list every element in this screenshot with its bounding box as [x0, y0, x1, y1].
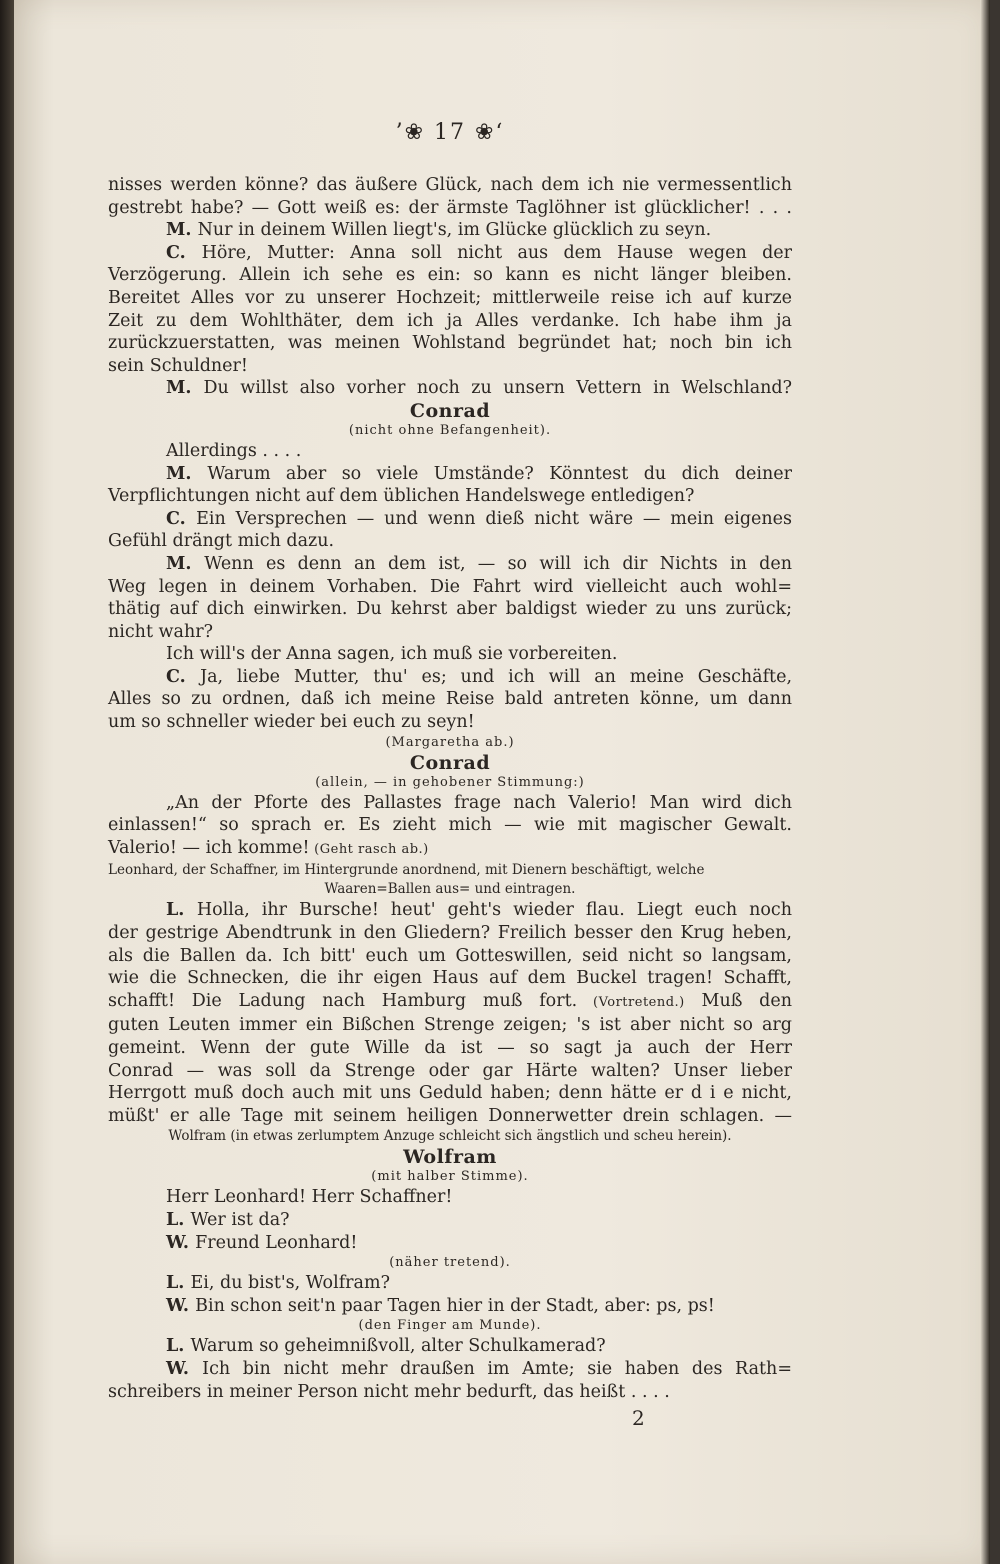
signature-mark: 2 — [632, 1406, 645, 1430]
text-line — [108, 814, 792, 837]
line-text: „An der Pforte des Pallastes frage nach Valerio! Man wird dich — [166, 792, 792, 813]
text-line — [108, 1186, 792, 1209]
line-text: einlassen!“ so sprach er. Es zieht mich — wie mit magischer Gewalt. — [108, 815, 792, 836]
text-line — [108, 967, 792, 990]
line-text: sein Schuldner! — [108, 355, 248, 376]
text-line — [108, 1014, 792, 1037]
line-text: Ich bin nicht mehr draußen im Amte; sie haben des Rath= — [202, 1358, 792, 1379]
stage-direction: (mit halber Stimme). — [371, 1169, 529, 1185]
stage-direction-paragraph: Leonhard, der Schaffner, im Hintergrunde anordnend, mit Dienern beschäftigt, welche — [108, 862, 705, 879]
line-text: Höre, Mutter: Anna soll nicht aus dem Hause wegen der — [201, 242, 792, 263]
speaker-abbreviation: L. — [166, 900, 197, 921]
line-text: Zeit zu dem Wohlthäter, dem ich ja Alles verdanke. Ich habe ihm ja — [108, 310, 792, 331]
text-line — [108, 922, 792, 945]
stage-direction: (Margaretha ab.) — [385, 734, 515, 750]
text-line — [108, 837, 792, 862]
line-text: als die Ballen da. Ich bitt' euch um Gotteswillen, seid nicht so langsam, — [108, 945, 792, 966]
line-text: gemeint. Wenn der gute Wille da ist — so sagt ja auch der Herr — [108, 1038, 792, 1058]
text-line — [108, 899, 792, 922]
text-line — [108, 1060, 792, 1083]
line-text: Verpflichtungen nicht auf dem üblichen Handelswege entledigen? — [108, 486, 695, 507]
line-text: Wenn es denn an dem ist, — so will ich dir Nichts in den — [204, 553, 792, 574]
stage-direction: (näher tretend). — [389, 1255, 511, 1271]
page-number: ’❀ 17 ❀‘ — [395, 120, 505, 145]
line-text: Nur in deinem Willen liegt's, im Glücke glücklich zu seyn. — [197, 220, 712, 241]
text-line — [108, 945, 792, 968]
text-line — [108, 1358, 792, 1381]
speaker-heading-conrad: Conrad — [409, 751, 491, 774]
inline-stage-direction: (Geht rasch ab.) — [309, 841, 429, 857]
text-line — [108, 553, 792, 576]
line-text: Ein Versprechen — und wenn dieß nicht wäre — mein eigenes — [196, 508, 793, 529]
text-line — [108, 174, 792, 197]
line-text-tail: Muß den — [684, 990, 792, 1011]
line-text: schafft! Die Ladung nach Hamburg muß fort. — [108, 990, 578, 1011]
line-text: guten Leuten immer ein Bißchen Strenge zeigen; 's ist aber nicht so arg — [108, 1015, 792, 1036]
line-text: Conrad — was soll da Strenge oder gar Härte walten? Unser lieber — [108, 1060, 792, 1081]
speaker-abbreviation: W. — [166, 1232, 196, 1253]
stage-direction-paragraph: Waaren=Ballen aus= und eintragen. — [324, 881, 576, 898]
text-line — [108, 621, 792, 644]
line-text: thätig auf dich einwirken. Du kehrst aber baldigst wieder zu uns zurück; — [108, 599, 792, 620]
text-line — [108, 508, 792, 531]
speaker-abbreviation: C. — [166, 666, 201, 687]
text-line — [108, 1381, 792, 1404]
text-line — [108, 287, 792, 310]
line-text: Wer ist da? — [190, 1209, 290, 1230]
text-line — [108, 485, 792, 508]
text-block-7 — [108, 1335, 792, 1403]
speaker-abbreviation: M. — [166, 220, 198, 241]
speaker-abbreviation: M. — [166, 553, 205, 574]
speaker-abbreviation: M. — [166, 463, 208, 484]
text-block-5 — [108, 1186, 792, 1254]
inline-stage-direction: (Vortretend.) — [577, 994, 685, 1010]
text-line — [108, 598, 792, 621]
speaker-heading-wolfram: Wolfram — [403, 1146, 497, 1169]
speaker-abbreviation: L. — [166, 1336, 191, 1357]
book-spine — [0, 0, 14, 1564]
speaker-abbreviation: W. — [166, 1358, 203, 1379]
text-line — [108, 1037, 792, 1060]
text-line — [108, 197, 792, 220]
speaker-abbreviation: L. — [166, 1273, 191, 1294]
line-text: Warum so geheimnißvoll, alter Schulkamerad? — [190, 1336, 606, 1357]
text-block-3 — [108, 792, 792, 862]
speaker-heading-conrad: Conrad — [409, 399, 491, 422]
line-text: um so schneller wieder bei euch zu seyn! — [108, 712, 475, 733]
text-line — [108, 666, 792, 689]
line-text: Allerdings . . . . — [166, 440, 302, 461]
line-text: Weg legen in deinem Vorhaben. Die Fahrt wird vielleicht auch wohl= — [108, 576, 792, 597]
text-line — [108, 711, 792, 734]
text-line — [108, 440, 792, 463]
text-line — [108, 332, 792, 355]
line-text: schreibers in meiner Person nicht mehr bedurft, das heißt . . . . — [108, 1381, 670, 1402]
text-line — [108, 310, 792, 333]
text-line — [108, 242, 792, 265]
speaker-abbreviation: M. — [166, 378, 204, 399]
text-line — [108, 643, 792, 666]
stage-direction-paragraph: Wolfram (in etwas zerlumptem Anzuge schleicht sich ängstlich und scheu herein). — [168, 1128, 732, 1145]
stage-direction: (allein, — in gehobener Stimmung:) — [315, 774, 585, 790]
line-text: Gefühl drängt mich dazu. — [108, 531, 335, 552]
line-text: Ich will's der Anna sagen, ich muß sie vorbereiten. — [166, 644, 618, 665]
line-text: Herrgott muß doch auch mit uns Geduld haben; denn hätte er d i e nicht, — [108, 1083, 792, 1104]
line-text: der gestrige Abendtrunk in den Gliedern? Freilich besser den Krug heben, — [108, 923, 792, 944]
text-line — [108, 463, 792, 486]
text-block-4 — [108, 899, 792, 1127]
text-line — [108, 219, 792, 242]
text-line — [108, 990, 792, 1015]
line-text: Bin schon seit'n paar Tagen hier in der Stadt, aber: ps, ps! — [195, 1295, 715, 1316]
line-text: müßt' er alle Tage mit seinem heiligen Donnerwetter drein schlagen. — — [108, 1105, 792, 1126]
text-line — [108, 576, 792, 599]
text-line — [108, 377, 792, 400]
text-block-1 — [108, 174, 792, 400]
line-text: Warum aber so viele Umstände? Könntest du dich deiner — [207, 463, 792, 484]
speaker-abbreviation: L. — [166, 1209, 191, 1230]
text-line — [108, 1295, 792, 1318]
text-block-2 — [108, 440, 792, 734]
page-edge — [980, 0, 990, 1564]
text-line — [108, 355, 792, 378]
line-text: Freund Leonhard! — [195, 1232, 358, 1253]
page-text — [108, 118, 792, 1403]
text-line — [108, 1272, 792, 1295]
text-line — [108, 688, 792, 711]
line-text: Ei, du bist's, Wolfram? — [190, 1273, 390, 1294]
line-text: Bereitet Alles vor zu unserer Hochzeit; mittlerweile reise ich auf kurze — [108, 287, 792, 308]
line-text: zurückzuerstatten, was meinen Wohlstand begründet hat; noch bin ich — [108, 333, 792, 354]
line-text: Ja, liebe Mutter, thu' es; und ich will an meine Geschäfte, — [200, 666, 793, 687]
line-text: gestrebt habe? — Gott weiß es: der ärmste Taglöhner ist glücklicher! . . . — [108, 197, 792, 218]
speaker-abbreviation: C. — [166, 242, 202, 263]
line-text: Verzögerung. Allein ich sehe es ein: so kann es nicht länger bleiben. — [108, 265, 792, 286]
text-line — [108, 1082, 792, 1105]
speaker-abbreviation: C. — [166, 508, 197, 529]
line-text: Valerio! — ich komme! — [108, 837, 310, 858]
text-line — [108, 530, 792, 553]
text-line — [108, 264, 792, 287]
line-text: nicht wahr? — [108, 621, 213, 642]
text-line — [108, 1335, 792, 1358]
line-text: Alles so zu ordnen, daß ich meine Reise bald antreten könne, um dann — [108, 689, 792, 710]
text-block-6 — [108, 1272, 792, 1317]
line-text: Holla, ihr Bursche! heut' geht's wieder flau. Liegt euch noch — [196, 900, 792, 921]
line-text: Du willst also vorher noch zu unsern Vettern in Welschland? — [203, 378, 792, 399]
speaker-abbreviation: W. — [166, 1295, 196, 1316]
line-text: nisses werden könne? das äußere Glück, nach dem ich nie vermessentlich — [108, 175, 792, 195]
line-text: wie die Schnecken, die ihr eigen Haus auf dem Buckel tragen! Schafft, — [108, 968, 792, 989]
text-line — [108, 792, 792, 815]
line-text: Herr Leonhard! Herr Schaffner! — [166, 1187, 453, 1208]
stage-direction: (nicht ohne Befangenheit). — [348, 422, 552, 438]
text-line — [108, 1232, 792, 1255]
text-line — [108, 1209, 792, 1232]
stage-direction: (den Finger am Munde). — [358, 1318, 542, 1334]
text-line — [108, 1105, 792, 1128]
